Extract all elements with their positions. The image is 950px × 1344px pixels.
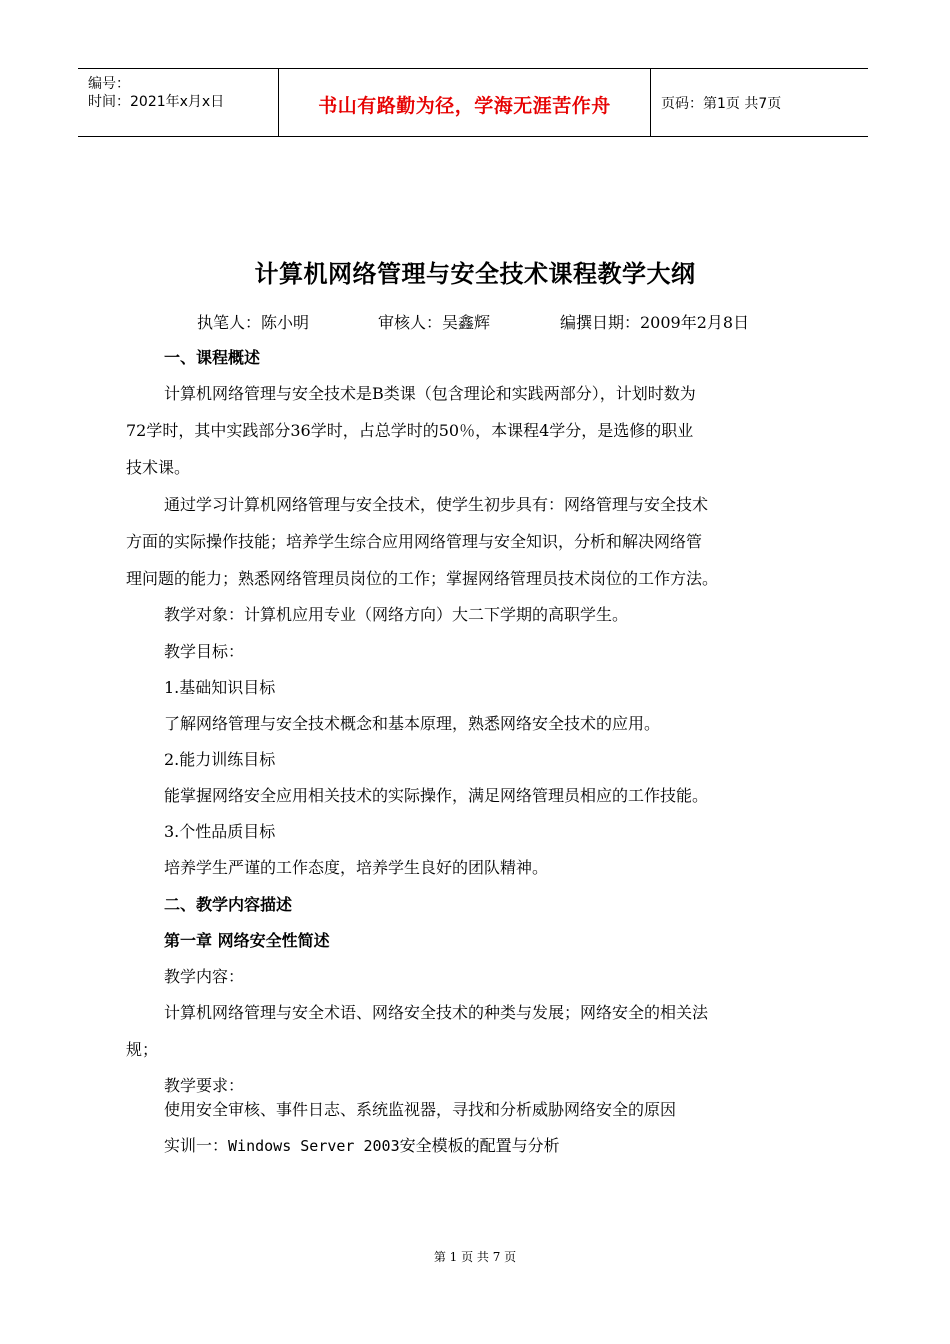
lab-title (164, 1134, 560, 1158)
header-center-cell (279, 69, 651, 136)
goal-text: 了解网络管理与安全技术概念和基本原理，熟悉网络安全技术的应用。 (164, 714, 661, 733)
paragraph-line: 方面的实际操作技能；培养学生综合应用网络管理与安全知识，分析和解决网络管 (126, 532, 703, 551)
paragraph-line: 计算机网络管理与安全术语、网络安全技术的种类与发展；网络安全的相关法 (164, 1003, 709, 1022)
teaching-goals-label: 教学目标： (164, 642, 245, 661)
author-reviewer: 审核人：吴鑫辉 (378, 313, 491, 332)
section-heading-overview: 一、课程概述 (164, 348, 261, 367)
teaching-target: 教学对象：计算机应用专业（网络方向）大二下学期的高职学生。 (164, 605, 629, 624)
paragraph-line: 通过学习计算机网络管理与安全技术，使学生初步具有：网络管理与安全技术 (164, 495, 709, 514)
goal-text: 能掌握网络安全应用相关技术的实际操作，满足网络管理员相应的工作技能。 (164, 786, 709, 805)
content-label: 教学内容： (164, 967, 245, 986)
paragraph-line: 理问题的能力；熟悉网络管理员岗位的工作；掌握网络管理员技术岗位的工作方法。 (126, 569, 719, 588)
header-page-info: 页码：第1页 共7页 (661, 96, 782, 112)
lab-suffix: 安全模板的配置与分析 (399, 1136, 560, 1155)
document-title: 计算机网络管理与安全技术课程教学大纲 (254, 260, 696, 288)
doc-number-label: 编号： (88, 76, 130, 92)
header-table (78, 68, 868, 137)
author-writer: 执笔人：陈小明 (197, 313, 310, 332)
paragraph-line: 72学时，其中实践部分36学时，占总学时的50％，本课程4学分，是选修的职业 (126, 421, 694, 440)
paragraph-line: 计算机网络管理与安全技术是B类课（包含理论和实践两部分），计划时数为 (164, 384, 696, 403)
header-motto: 书山有路勤为径，学海无涯苦作舟 (318, 95, 611, 117)
chapter-heading: 第一章 网络安全性简述 (164, 931, 330, 950)
goal-title: 1.基础知识目标 (164, 678, 276, 697)
header-left-cell (78, 69, 279, 136)
paragraph-line: 规； (126, 1040, 159, 1059)
requirement-label: 教学要求： (164, 1076, 245, 1095)
paragraph-line: 技术课。 (126, 458, 191, 477)
goal-title: 3.个性品质目标 (164, 822, 276, 841)
compile-date: 编撰日期：2009年2月8日 (560, 313, 750, 332)
lab-software-name: Windows Server 2003 (228, 1137, 400, 1155)
goal-text: 培养学生严谨的工作态度，培养学生良好的团队精神。 (164, 858, 549, 877)
doc-time-label: 时间：2021年x月x日 (88, 94, 225, 110)
lab-prefix: 实训一： (164, 1136, 229, 1155)
section-heading-content: 二、教学内容描述 (164, 895, 293, 914)
goal-title: 2.能力训练目标 (164, 750, 276, 769)
page-footer: 第 1 页 共 7 页 (433, 1250, 517, 1264)
header-right-cell (651, 69, 868, 136)
requirement-text: 使用安全审核、事件日志、系统监视器，寻找和分析威胁网络安全的原因 (164, 1100, 677, 1119)
